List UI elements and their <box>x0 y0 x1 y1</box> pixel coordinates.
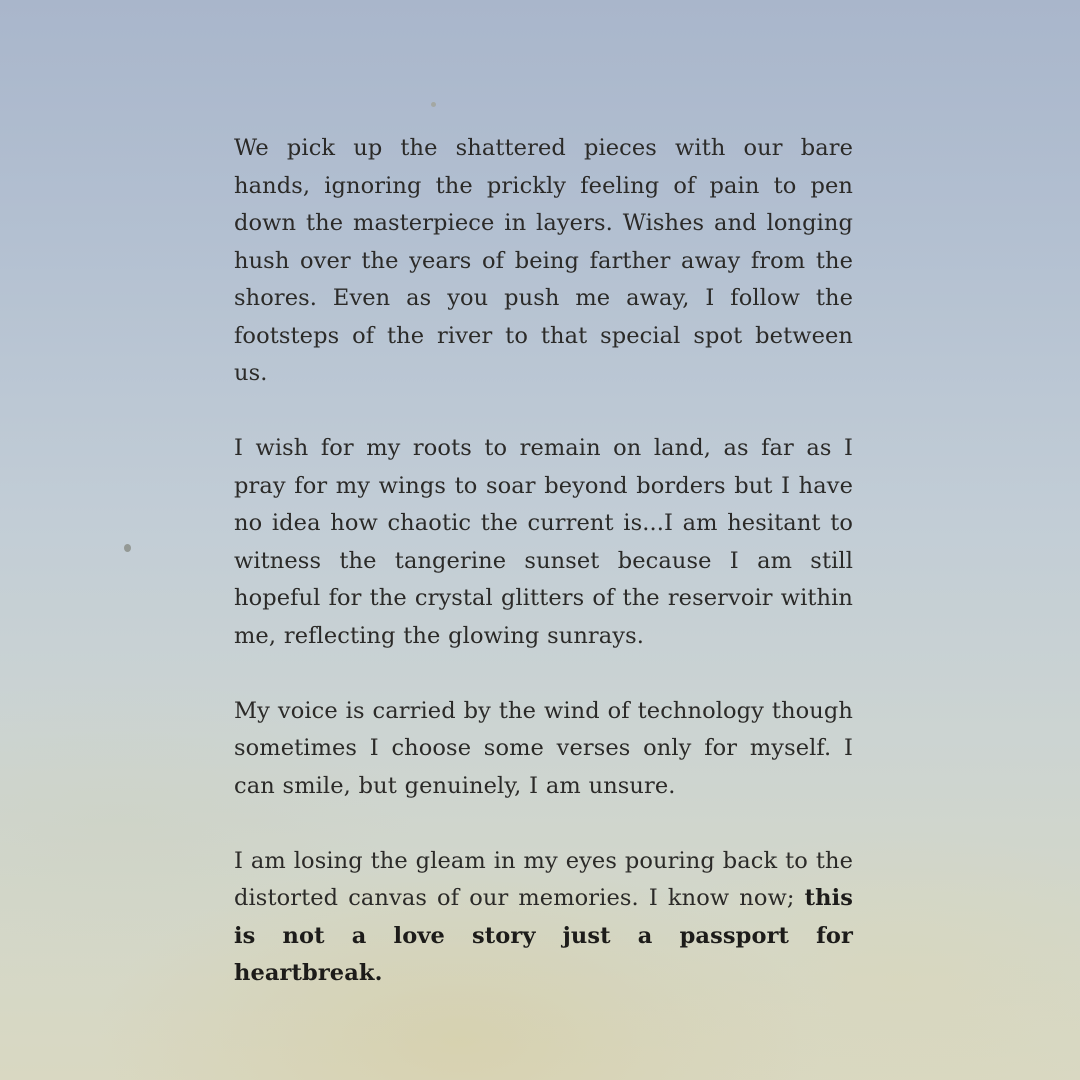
paragraph-4-lead: I am losing the gleam in my eyes pouring back to the distorted canvas of our memories. I know now; <box>234 847 853 911</box>
closing-line: this is not a love story just a passport for heartbreak. <box>234 885 853 986</box>
paper-speck <box>431 102 436 107</box>
poem-text <box>234 130 853 993</box>
paper-speck <box>124 544 131 552</box>
paragraph-2: I wish for my roots to remain on land, as far as I pray for my wings to soar beyond borders but I have no idea how chaotic the current is...I am hesitant to witness the tangerine sunset because I am still hopeful for the crystal glitters of the reservoir within me, reflecting the glowing sunrays. <box>234 435 853 649</box>
paragraph-1: We pick up the shattered pieces with our bare hands, ignoring the prickly feeling of pain to pen down the masterpiece in layers. Wishes and longing hush over the years of being farther away from the shores. Even as you push me away, I follow the footsteps of the river to that special spot between us. <box>234 135 853 386</box>
paragraph-4 <box>234 843 853 993</box>
paragraph-3: My voice is carried by the wind of technology though sometimes I choose some verses only for myself. I can smile, but genuinely, I am unsure. <box>234 697 853 799</box>
